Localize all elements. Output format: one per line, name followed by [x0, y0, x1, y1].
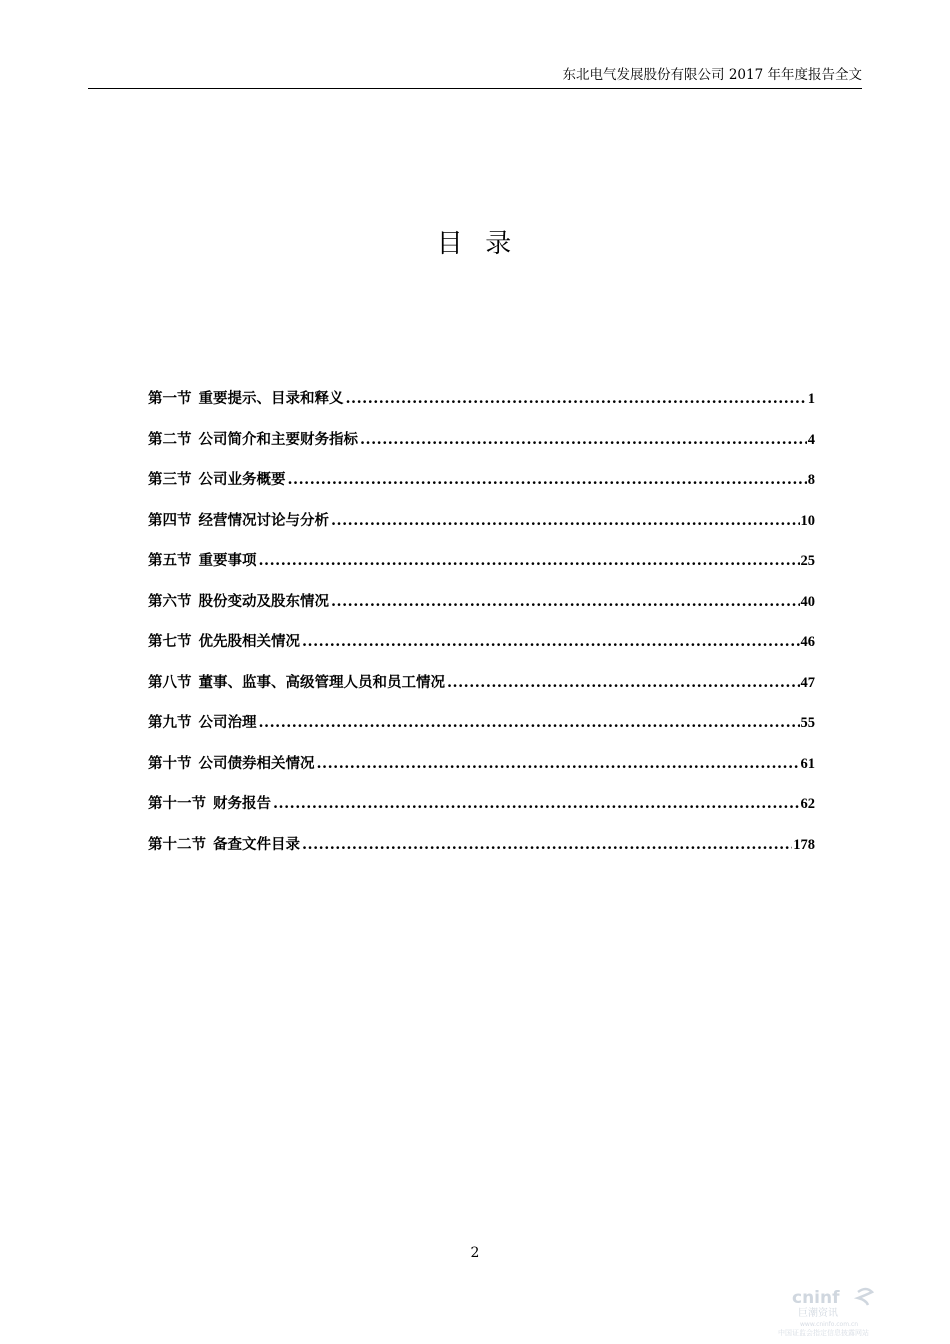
toc-entry[interactable] [148, 388, 815, 429]
toc-page-number: 62 [800, 796, 815, 812]
toc-leader-dots [331, 591, 800, 613]
toc-section-name: 备查文件目录 [213, 835, 300, 853]
toc-section-number: 第三节 [148, 471, 192, 488]
toc-section-name: 优先股相关情况 [198, 633, 300, 650]
page-header [88, 66, 862, 89]
toc-leader-dots [317, 753, 800, 775]
watermark-swoosh-icon [858, 1289, 872, 1305]
table-of-contents [148, 388, 815, 874]
toc-leader-dots [302, 834, 792, 856]
watermark-name-cn: 巨潮资讯 [798, 1308, 838, 1319]
toc-leader-dots [302, 631, 800, 653]
toc-leader-dots [259, 550, 800, 572]
toc-section-name: 公司简介和主要财务指标 [198, 430, 358, 448]
toc-page-number: 47 [800, 674, 815, 691]
toc-entry[interactable] [148, 834, 815, 875]
page-number: 2 [470, 1245, 480, 1261]
toc-section-number: 第二节 [148, 430, 192, 448]
toc-leader-dots [273, 793, 800, 815]
toc-section-number: 第十节 [148, 754, 192, 772]
toc-section-number: 第六节 [148, 592, 192, 610]
toc-section-number: 第七节 [148, 633, 192, 650]
toc-page-number: 1 [807, 391, 815, 407]
toc-section-number: 第九节 [148, 714, 192, 731]
toc-section-name: 董事、监事、高级管理人员和员工情况 [198, 673, 445, 691]
watermark-caption: 中国证监会指定信息披露网站 [778, 1329, 869, 1337]
toc-entry[interactable] [148, 712, 815, 753]
watermark-url: www.cninfo.com.cn [800, 1321, 859, 1328]
toc-entry[interactable] [148, 753, 815, 794]
cninfo-watermark-logo [778, 1283, 898, 1337]
toc-leader-dots [346, 388, 807, 410]
toc-entry[interactable] [148, 429, 815, 470]
watermark-brand: cninf [792, 1288, 840, 1308]
toc-entry[interactable] [148, 550, 815, 591]
toc-section-number: 第五节 [148, 552, 192, 569]
toc-section-number: 第一节 [148, 390, 192, 407]
toc-section-name: 财务报告 [213, 795, 271, 812]
toc-page-number: 55 [800, 715, 815, 731]
toc-title: 目 录 [436, 229, 514, 259]
toc-page-number: 8 [807, 472, 815, 488]
toc-section-name: 重要事项 [198, 552, 257, 569]
toc-section-name: 公司治理 [198, 714, 257, 731]
toc-leader-dots [447, 672, 800, 694]
toc-entry[interactable] [148, 591, 815, 632]
toc-entry[interactable] [148, 631, 815, 672]
toc-leader-dots [360, 429, 807, 451]
toc-section-name: 经营情况讨论与分析 [198, 511, 329, 529]
header-title: 东北电气发展股份有限公司 2017 年年度报告全文 [562, 67, 862, 83]
toc-section-name: 公司业务概要 [198, 471, 286, 488]
toc-section-number: 第十一节 [148, 795, 206, 812]
toc-section-number: 第四节 [148, 511, 192, 529]
toc-page-number: 178 [793, 836, 815, 853]
toc-page-number: 4 [807, 431, 815, 448]
toc-entry[interactable] [148, 510, 815, 551]
toc-page-number: 25 [800, 553, 815, 569]
toc-section-name: 股份变动及股东情况 [198, 592, 329, 610]
toc-leader-dots [288, 469, 807, 491]
toc-leader-dots [331, 510, 800, 532]
toc-page-number: 40 [800, 593, 815, 610]
toc-page-number: 10 [800, 512, 815, 529]
toc-entry[interactable] [148, 793, 815, 834]
toc-section-name: 重要提示、目录和释义 [198, 390, 344, 407]
toc-entry[interactable] [148, 672, 815, 713]
toc-section-name: 公司债券相关情况 [198, 754, 315, 772]
toc-leader-dots [259, 712, 800, 734]
toc-page-number: 46 [800, 634, 815, 650]
toc-section-number: 第八节 [148, 673, 192, 691]
toc-section-number: 第十二节 [148, 835, 206, 853]
toc-page-number: 61 [800, 755, 815, 772]
toc-entry[interactable] [148, 469, 815, 510]
